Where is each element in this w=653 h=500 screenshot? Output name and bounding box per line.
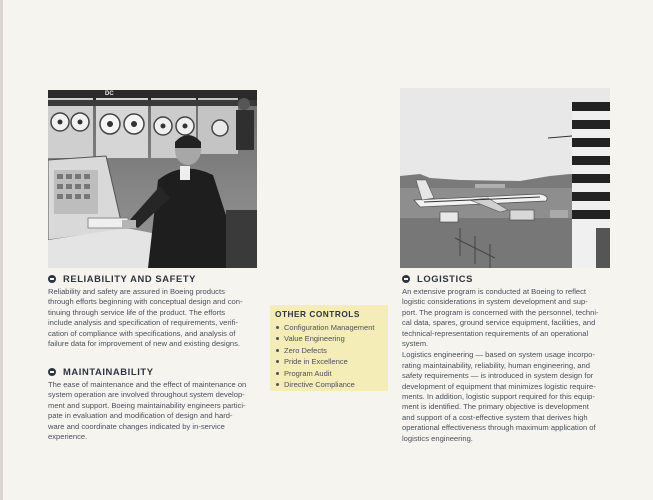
computer-operator-photo (48, 90, 257, 268)
text-line: logistic considerations in system development and sup- (402, 297, 588, 307)
text-line: ment is identified. The primary objective is development (402, 402, 589, 412)
maintainability-heading-text: MAINTAINABILITY (63, 366, 154, 377)
text-line: The ease of maintenance and the effect of maintenance on (48, 380, 247, 389)
jetliner-illustration (400, 88, 610, 268)
text-line: system operation are involved throughout system develop- (48, 390, 245, 400)
text-line: operational effectiveness through maximum application of (402, 423, 596, 433)
other-controls-box (270, 305, 388, 391)
text-line: tinuing through service life of the product. The efforts (48, 307, 226, 317)
logistics-heading (402, 273, 473, 284)
text-line: technical-representation requirements of an operational (402, 328, 589, 338)
text-line: system. (402, 339, 429, 349)
text-line: experience. (48, 432, 88, 442)
cabinet-label: DC (105, 91, 114, 97)
reliability-heading (48, 273, 196, 284)
text-line: logistics engineering. (402, 433, 473, 443)
other-controls-list (275, 322, 383, 390)
text-line: development of equipment that minimizes logistic require- (402, 381, 596, 391)
reliability-body (48, 287, 258, 349)
text-line: port. The program is concerned with the personnel, techni- (402, 307, 599, 317)
text-line: and support of a cost-effective system that derives high (402, 412, 588, 422)
text-line: cal data, spares, ground service equipment, facilities, and (402, 318, 596, 328)
text-line: ware and coordinate changes indicated by in-service (48, 421, 225, 431)
text-line: An extensive program is conducted at Boeing to reflect (402, 287, 587, 296)
computer-operator-illustration (48, 90, 257, 268)
jetliner-airfield-photo (400, 88, 610, 268)
text-line: cation of compliance with specifications, and analysis of (48, 328, 236, 338)
list-item: Zero Defects (275, 345, 383, 356)
text-line: pate in evaluation and modification of design and hard- (48, 411, 233, 421)
list-item: Value Engineering (275, 333, 383, 344)
reliability-heading-text: RELIABILITY AND SAFETY (63, 273, 196, 284)
text-line: include analysis and specification of requirements, verifi- (48, 318, 238, 328)
maintainability-heading (48, 366, 154, 377)
list-item: Pride in Excellence (275, 356, 383, 367)
text-line: ment and support. Boeing maintainability engineers partici- (48, 400, 246, 410)
maintainability-body (48, 380, 258, 442)
text-line: rating maintainability, reliability, human engineering, and (402, 360, 590, 370)
text-line: safety requirements — is introduced in system design for (402, 371, 594, 381)
text-line: through efforts beginning with conceptual design and con- (48, 297, 243, 307)
logistics-heading-text: LOGISTICS (417, 273, 473, 284)
section-bullet-icon (48, 275, 56, 283)
text-line: Logistics engineering — based on system usage incorpo- (402, 350, 595, 360)
list-item: Program Audit (275, 368, 383, 379)
logistics-body (402, 287, 610, 444)
other-controls-title: OTHER CONTROLS (275, 309, 360, 319)
section-bullet-icon (402, 275, 410, 283)
section-bullet-icon (48, 368, 56, 376)
text-line: failure data for improvement of new and existing designs. (48, 339, 241, 349)
list-item: Configuration Management (275, 322, 383, 333)
text-line: ments. In addition, logistic support required for this equip- (402, 392, 595, 402)
text-line: Reliability and safety are assured in Boeing products (48, 287, 225, 296)
list-item: Directive Compliance (275, 379, 383, 390)
